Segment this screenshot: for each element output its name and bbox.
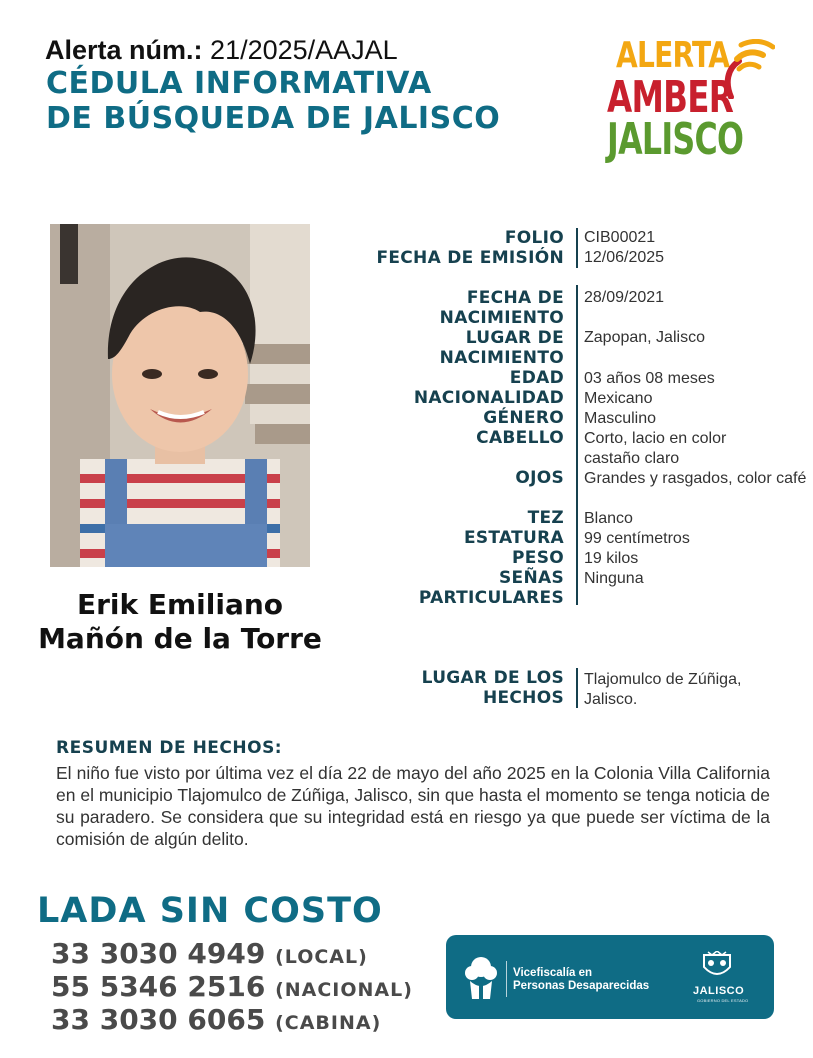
hechos-value-2: Jalisco. [584,691,638,708]
phone-tag: (CABINA) [275,1012,382,1034]
logo-jalisco-text: JALISCO [607,114,744,165]
hechos-label-2: HECHOS [482,688,564,708]
tez-label: TEZ [527,508,564,528]
emision-label: FECHA DE EMISIÓN [376,248,564,268]
nacionalidad-value: Mexicano [584,390,653,407]
logo-amber-text: AMBER [607,72,734,123]
estatura-value: 99 centímetros [584,530,690,547]
ojos-value: Grandes y rasgados, color café [584,470,807,487]
lugar-label-1: LUGAR DE [465,328,564,348]
tez-value: Blanco [584,510,633,527]
phone-number: 33 3030 6065 [51,1003,266,1036]
divider-line [576,285,578,605]
logo-alerta-text: ALERTA [616,35,730,76]
cabello-label: CABELLO [476,428,564,448]
gobierno-text: GOBIERNO DEL ESTADO [697,998,749,1003]
peso-label: PESO [512,548,564,568]
alert-label: Alerta núm.: [45,35,203,65]
lugar-value: Zapopan, Jalisco [584,329,705,346]
senas-label-2: PARTICULARES [418,588,564,608]
badge-separator [506,961,507,997]
genero-value: Masculino [584,410,657,427]
phone-tag: (NACIONAL) [275,979,413,1001]
vicefiscalia-text [513,967,649,993]
hechos-value-1: Tlajomulco de Zúñiga, [584,671,742,688]
vicefiscalia-badge [446,935,774,1019]
summary-text: El niño fue visto por última vez el día 22 de mayo del año 2025 en la Colonia Villa California en el municipio Tlajomulco de Zúñiga, Jalisco, sin que hasta el momento se tenga noticia de su paradero. Se considera que su integridad está en riesgo ya que puede ser víctima de la comisión de algún delito. [56,763,770,849]
phone-nacional[interactable] [51,970,413,1003]
hechos-label-1: LUGAR DE LOS [421,668,564,688]
folio-label: FOLIO [504,228,564,248]
vicefiscalia-line-1: Vicefiscalía en [513,967,593,979]
nacionalidad-label: NACIONALIDAD [413,388,564,408]
nacimiento-label-2: NACIMIENTO [439,308,564,328]
ojos-label: OJOS [515,468,564,488]
folio-value: CIB00021 [584,229,656,246]
summary-title: RESUMEN DE HECHOS: [56,738,283,758]
estatura-label: ESTATURA [463,528,564,548]
alert-number-line [45,35,398,66]
title-line-2: DE BÚSQUEDA DE JALISCO [46,101,501,136]
phone-tag: (LOCAL) [275,946,368,968]
genero-label: GÉNERO [483,408,564,428]
lugar-label-2: NACIMIENTO [439,348,564,368]
divider-line [576,668,578,708]
jalisco-text: JALISCO [693,985,745,997]
senas-label-1: SEÑAS [499,568,564,588]
lada-title: LADA SIN COSTO [37,891,383,931]
title-line-1: CÉDULA INFORMATIVA [46,66,432,101]
tree-icon [464,955,498,1001]
name-line-1: Erik Emiliano [76,588,284,621]
name-line-2: Mañón de la Torre [38,622,322,655]
phone-number: 33 3030 4949 [51,937,266,970]
divider-line [576,228,578,268]
nacimiento-value: 28/09/2021 [584,289,665,306]
vicefiscalia-line-2: Personas Desaparecidas [513,980,650,992]
missing-child-photo [50,224,310,567]
person-name [10,588,350,656]
alerta-amber-logo [603,35,783,165]
edad-value: 03 años 08 meses [584,370,715,387]
page-title [46,66,500,136]
senas-value: Ninguna [584,570,644,587]
edad-label: EDAD [509,368,564,388]
phone-number: 55 5346 2516 [51,970,266,1003]
jalisco-crest-icon [700,951,734,981]
signal-waves-icon [723,39,775,99]
nacimiento-label-1: FECHA DE [466,288,564,308]
phone-local[interactable] [51,937,368,970]
alert-number: 21/2025/AAJAL [210,35,398,65]
peso-value: 19 kilos [584,550,639,567]
cabello-value: Corto, lacio en color castaño claro [584,430,727,467]
phone-cabina[interactable] [51,1003,381,1036]
emision-value: 12/06/2025 [584,249,665,266]
